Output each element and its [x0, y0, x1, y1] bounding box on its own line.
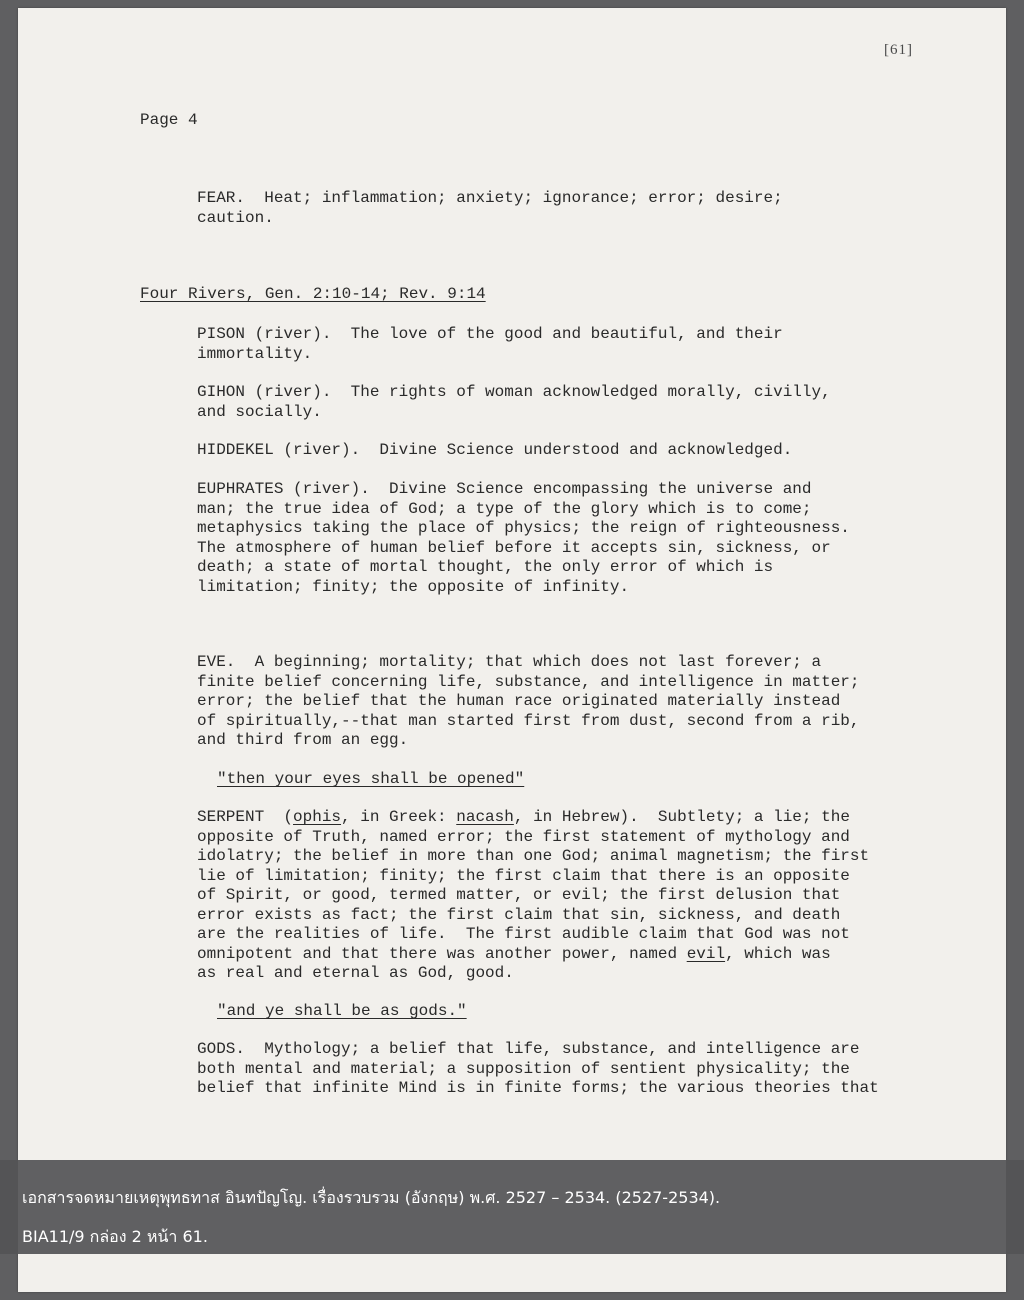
entry-pison: PISON (river). The love of the good and beautiful, and their immortality.: [197, 325, 783, 363]
entry-eve: EVE. A beginning; mortality; that which does not last forever; a finite belief concerning life, substance, and intelligence in matter; error; the belief that the human race originated materially instead of spiritually,--that man started first from dust, second from a rib, and third from an egg.: [197, 653, 860, 749]
caption-title: เอกสารจดหมายเหตุพุทธทาส อินทปัญโญ. เรื่องรวบรวม (อังกฤษ) พ.ศ. 2527 – 2534. (2527-2534).: [22, 1188, 721, 1207]
archive-caption-bar: [0, 1160, 1024, 1254]
entry-hiddekel: HIDDEKEL (river). Divine Science understood and acknowledged.: [197, 441, 793, 459]
serpent-line8: as real and eternal as God, good.: [197, 964, 514, 982]
serpent-head: SERPENT (: [197, 808, 294, 826]
entry-serpent: [197, 808, 869, 984]
entry-gihon: GIHON (river). The rights of woman acknowledged morally, civilly, and socially.: [197, 383, 831, 421]
section-heading: Four Rivers, Gen. 2:10-14; Rev. 9:14: [140, 285, 486, 303]
serpent-tail: , in Hebrew). Subtlety; a lie; the: [513, 808, 850, 826]
quote-eyes-opened: "then your eyes shall be opened": [217, 770, 525, 788]
entry-fear: FEAR. Heat; inflammation; anxiety; ignorance; error; desire; caution.: [197, 189, 783, 227]
serpent-mid: , in Greek:: [341, 808, 457, 826]
entry-euphrates: EUPHRATES (river). Divine Science encompassing the universe and man; the true idea of God; a type of the glory which is to come; metaphysics taking the place of physics; the reign of righteousness. The atmosphere of human belief before it accepts sin, sickness, or death; a state of mortal thought, the only error of which is limitation; finity; the opposite of infinity.: [197, 480, 850, 596]
serpent-line7-pre: omnipotent and that there was another power, named: [197, 944, 687, 963]
caption-reference: BIA11/9 กล่อง 2 หน้า 61.: [22, 1227, 208, 1246]
serpent-body: opposite of Truth, named error; the first statement of mythology and idolatry; the belief in more than one God; animal magnetism; the first lie of limitation; finity; the first claim that there is an opposite of Spirit, or good, termed matter, or evil; the first delusion that error exists as fact; the first claim that sin, sickness, and death are the realities of life. The first audible claim that God was not: [197, 827, 870, 943]
archive-page-number: [61]: [884, 42, 913, 58]
quote-as-gods: "and ye shall be as gods.": [217, 1002, 467, 1020]
serpent-line7-post: , which was: [725, 944, 831, 963]
page-label: Page 4: [140, 111, 198, 129]
entry-gods: GODS. Mythology; a belief that life, substance, and intelligence are both mental and material; a supposition of sentient physicality; the belief that infinite Mind is in finite forms; the various theories that: [197, 1040, 879, 1097]
word-nacash: nacash: [456, 808, 514, 826]
word-ophis: ophis: [293, 808, 342, 826]
word-evil: evil: [686, 944, 726, 963]
